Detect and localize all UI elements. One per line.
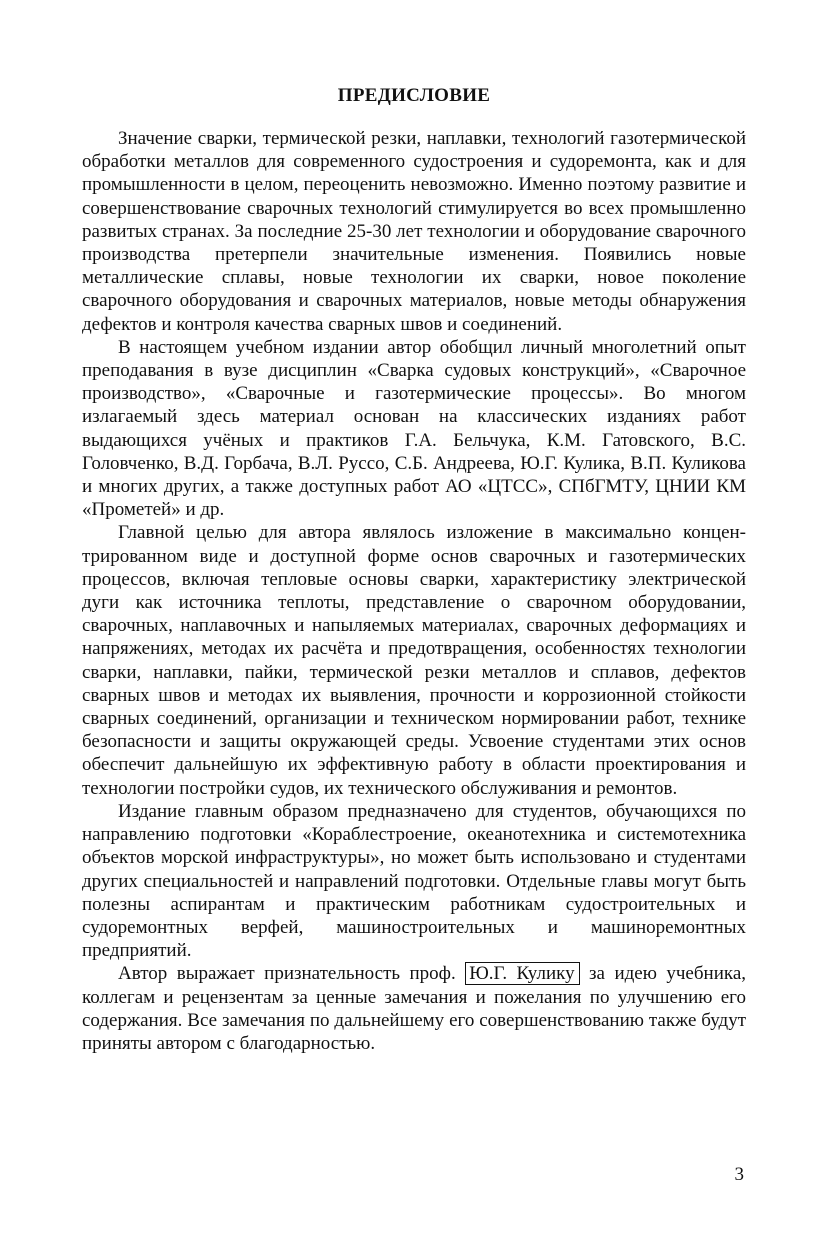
paragraph-2: В настоящем учебном издании автор обобщил личный многолетний опыт преподавания в вузе дисциплин «Сварка судовых конструкций», «Сварочное производство», «Сварочные и газотермические процессы». Во многом излагаемый здесь материал основан на классических изданиях работ выдающихся учёных и практиков Г.А. Бельчука, К.М. Гатовского, В.С. Головченко, В.Д. Горбача, В.Л. Руссо, С.Б. Андреева, Ю.Г. Кулика, В.П. Куликова и многих других, а также доступных работ АО «ЦТСС», СПбГМТУ, ЦНИИ КМ «Прометей» и др. (82, 336, 746, 521)
paragraph-1: Значение сварки, термической резки, наплавки, технологий газотермической обработки металлов для современного судостроения и судоремонта, как и для промышленности в целом, переоценить невозможно. Именно поэтому развитие и совершенствование сварочных технологий стимулируется во всех промышленно развитых странах. За последние 25-30 лет технологии и оборудование сварочного производства претерпели значительные изменения. Появились новые металлические сплавы, новые технологии их сварки, новое поколение сварочного оборудования и сварочных материалов, новые методы обнаружения дефектов и контроля качества сварных швов и соединений. (82, 128, 746, 335)
acknowledgement-text-before: Автор выражает признательность проф. (118, 963, 466, 985)
acknowledgement-paragraph (82, 962, 746, 1055)
paragraph-4: Издание главным образом предназначено для студентов, обучающихся по направлению подготовки «Кораблестроение, океанотехника и системотехника объектов морской инфраструктуры», но может быть использовано и студентами других специальностей и направлений подготовки. Отдельные главы могут быть полезны аспирантам и практическим работникам судостроительных и судоремонтных верфей, машиностроительных и машиноремонтных предприятий. (82, 800, 746, 962)
acknowledgement-text-after: за идею учебника, коллегам и рецензентам за ценные замечания и пожелания по улучшению его содержания. Все замечания по дальнейшему его совершенствованию также будут приняты автором с благодарностью. (82, 963, 746, 1054)
page-number: 3 (734, 1164, 744, 1185)
boxed-author-name: Ю.Г. Кулику (465, 962, 579, 985)
paragraph-3: Главной целью для автора являлось изложение в максимально концентрированном виде и доступной форме основ сварочных и газотермических процессов, включая тепловые основы сварки, характеристику электрической дуги как источника теплоты, представление о сварочном оборудовании, сварочных, наплавочных и напыляемых материалах, сварочных деформациях и напряжениях, методах их расчёта и предотвращения, особенностях технологии сварки, наплавки, пайки, термической резки металлов и сплавов, дефектов сварных швов и методах их выявления, прочности и коррозионной стойкости сварных соединений, организации и техническом нормировании работ, технике безопасности и защиты окружающей среды. Усвоение студентами этих основ обеспечит дальнейшую их эффективную работу в области проектирования и технологии постройки судов, их технического обслуживания и ремонтов. (82, 522, 746, 799)
page-title: ПРЕДИСЛОВИЕ (337, 85, 491, 106)
document-page (82, 84, 746, 1055)
